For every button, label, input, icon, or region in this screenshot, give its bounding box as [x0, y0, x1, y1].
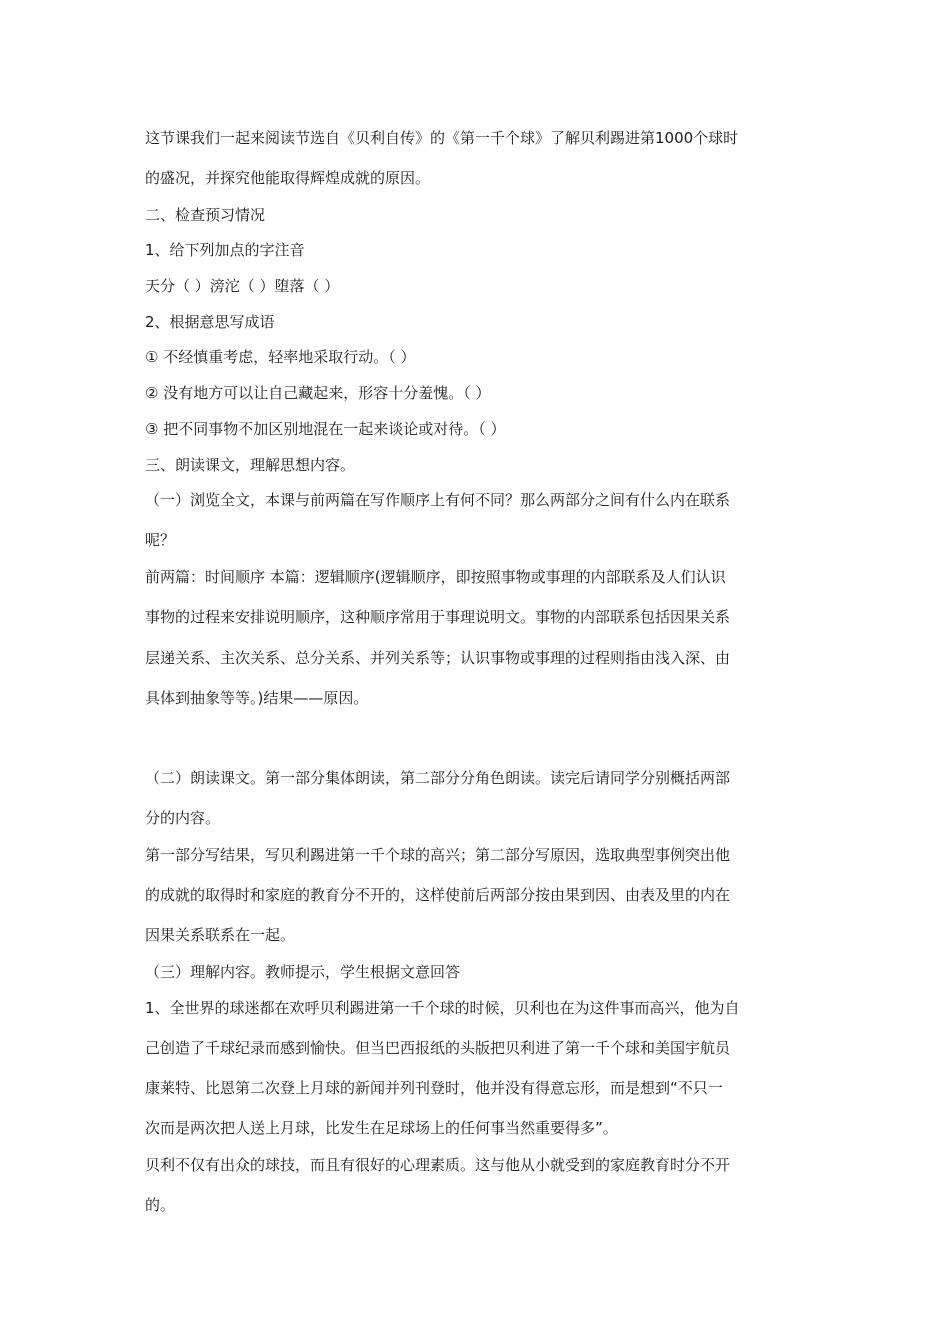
- text-line: 层递关系、主次关系、总分关系、并列关系等；认识事物或事理的过程则指由浅入深、由: [145, 649, 731, 667]
- text-line: 分的内容。: [145, 809, 221, 827]
- text-line: 2、根据意思写成语: [145, 313, 275, 331]
- text-line: 1、全世界的球迷都在欢呼贝利踢进第一千个球的时候，贝利也在为这件事而高兴，他为自: [145, 999, 740, 1017]
- text-line: 次而是两次把人送上月球，比发生在足球场上的任何事当然重要得多”。: [145, 1119, 618, 1137]
- text-line: 前两篇：时间顺序 本篇：逻辑顺序(逻辑顺序，即按照事物或事理的内部联系及人们认识: [145, 568, 726, 586]
- section-heading: 三、朗读课文，理解思想内容。: [145, 456, 356, 474]
- text-line: ② 没有地方可以让自己藏起来，形容十分羞愧。（ ）: [145, 384, 491, 402]
- text-line: （一）浏览全文，本课与前两篇在写作顺序上有何不同？那么两部分之间有什么内在联系: [145, 491, 731, 509]
- text-line: 呢？: [145, 531, 176, 549]
- text-line: 因果关系联系在一起。: [145, 926, 296, 944]
- text-line: 第一部分写结果，写贝利踢进第一千个球的高兴；第二部分写原因，选取典型事例突出他: [145, 846, 731, 864]
- text-line: 的盛况，并探究他能取得辉煌成就的原因。: [145, 169, 431, 187]
- section-heading: 二、检查预习情况: [145, 206, 266, 224]
- text-line: （三）理解内容。教师提示，学生根据文意回答: [145, 963, 461, 981]
- text-line: ① 不经慎重考虑，轻率地采取行动。（ ）: [145, 348, 416, 366]
- text-line: 贝利不仅有出众的球技，而且有很好的心理素质。这与他从小就受到的家庭教育时分不开: [145, 1156, 731, 1174]
- text-line: 这节课我们一起来阅读节选自《贝利自传》的《第一千个球》了解贝利踢进第1000个球时: [145, 129, 739, 147]
- text-line: ③ 把不同事物不加区别地混在一起来谈论或对待。（ ）: [145, 420, 506, 438]
- text-line: 己创造了千球纪录而感到愉快。但当巴西报纸的头版把贝利进了第一千个球和美国宇航员: [145, 1039, 731, 1057]
- text-line: 具体到抽象等等。)结果——原因。: [145, 689, 369, 707]
- text-line: 康莱特、比恩第二次登上月球的新闻并列刊登时，他并没有得意忘形，而是想到“不只一: [145, 1079, 723, 1097]
- text-line: （二）朗读课文。第一部分集体朗读，第二部分分角色朗读。读完后请同学分别概括两部: [145, 769, 731, 787]
- text-line: 的。: [145, 1196, 176, 1214]
- text-line: 事物的过程来安排说明顺序，这种顺序常用于事理说明文。事物的内部联系包括因果关系: [145, 608, 731, 626]
- text-line: 的成就的取得时和家庭的教育分不开的，这样使前后两部分按由果到因、由表及里的内在: [145, 886, 731, 904]
- text-line: 天分（ ）滂沱（ ）堕落（ ）: [145, 277, 340, 295]
- text-line: 1、给下列加点的字注音: [145, 241, 305, 259]
